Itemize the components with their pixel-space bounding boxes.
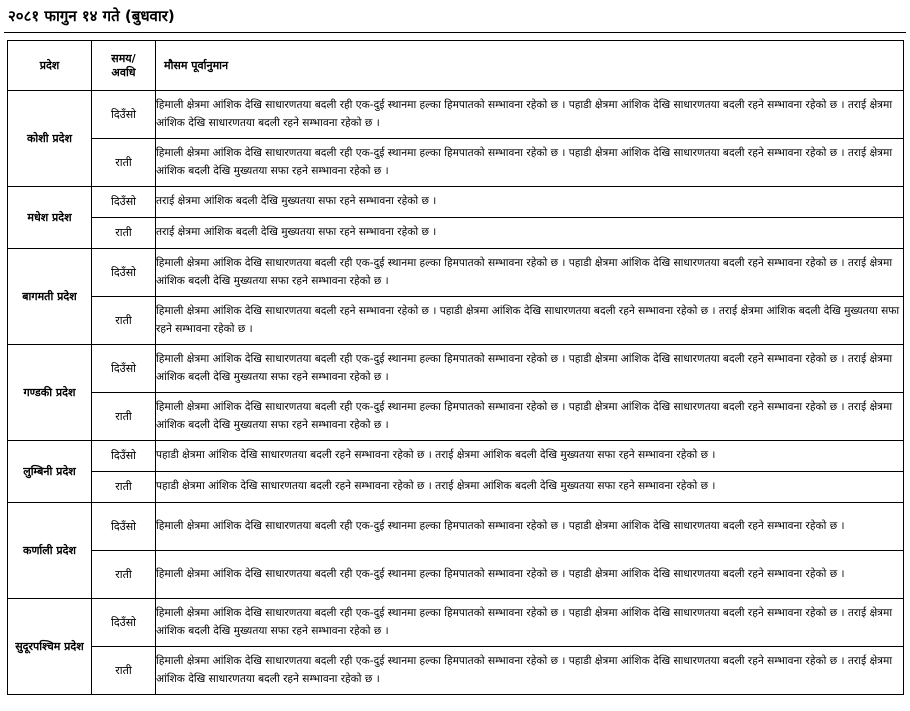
table-row — [8, 297, 904, 345]
period-day: दिउँसो — [92, 91, 156, 139]
forecast-text: हिमाली क्षेत्रमा आंशिक देखि साधारणतया बदली रहने सम्भावना रहेको छ । पहाडी क्षेत्रमा आंशिक देखि साधारणतया बदली रहने सम्भावना रहेको छ । तराई क्षेत्रमा आंशिक बदली देखि मुख्यतया सफा रहने सम्भावना रहेको छ । — [156, 297, 904, 345]
province-name-gandaki: गण्डकी प्रदेश — [8, 345, 92, 441]
header-divider — [4, 32, 906, 33]
forecast-text: हिमाली क्षेत्रमा आंशिक देखि साधारणतया बदली रही एक-दुई स्थानमा हल्का हिमपातको सम्भावना रहेको छ । पहाडी क्षेत्रमा आंशिक देखि साधारणतया बदली रहने सम्भावना रहेको छ । तराई क्षेत्रमा आंशिक बदली देखि मुख्यतया सफा रहने सम्भावना रहेको छ । — [156, 345, 904, 393]
period-night: राती — [92, 393, 156, 441]
period-night: राती — [92, 472, 156, 503]
forecast-text: हिमाली क्षेत्रमा आंशिक देखि साधारणतया बदली रही एक-दुई स्थानमा हल्का हिमपातको सम्भावना रहेको छ । पहाडी क्षेत्रमा आंशिक देखि साधारणतया बदली रहने सम्भावना रहेको छ । — [156, 551, 904, 599]
period-day: दिउँसो — [92, 503, 156, 551]
forecast-text: तराई क्षेत्रमा आंशिक बदली देखि मुख्यतया सफा रहने सम्भावना रहेको छ । — [156, 218, 904, 249]
period-day: दिउँसो — [92, 249, 156, 297]
header-province: प्रदेश — [8, 41, 92, 91]
table-row — [8, 91, 904, 139]
table-row — [8, 551, 904, 599]
table-row — [8, 218, 904, 249]
table-row — [8, 139, 904, 187]
period-night: राती — [92, 551, 156, 599]
page-title: २०८१ फागुन १४ गते (बुधवार) — [8, 7, 175, 25]
forecast-text: हिमाली क्षेत्रमा आंशिक देखि साधारणतया बदली रही एक-दुई स्थानमा हल्का हिमपातको सम्भावना रहेको छ । पहाडी क्षेत्रमा आंशिक देखि साधारणतया बदली रहने सम्भावना रहेको छ । तराई क्षेत्रमा आंशिक बदली देखि मुख्यतया सफा रहने सम्भावना रहेको छ । — [156, 599, 904, 647]
forecast-text: हिमाली क्षेत्रमा आंशिक देखि साधारणतया बदली रही एक-दुई स्थानमा हल्का हिमपातको सम्भावना रहेको छ । पहाडी क्षेत्रमा आंशिक देखि साधारणतया बदली रहने सम्भावना रहेको छ । तराई क्षेत्रमा आंशिक देखि साधारणतया बदली रहने सम्भावना रहेको छ । — [156, 91, 904, 139]
period-night: राती — [92, 647, 156, 695]
period-day: दिउँसो — [92, 599, 156, 647]
province-name-madhesh: मधेश प्रदेश — [8, 187, 92, 249]
period-day: दिउँसो — [92, 441, 156, 472]
table-row — [8, 472, 904, 503]
province-name-lumbini: लुम्बिनी प्रदेश — [8, 441, 92, 503]
forecast-text: पहाडी क्षेत्रमा आंशिक देखि साधारणतया बदली रहने सम्भावना रहेको छ । तराई क्षेत्रमा आंशिक बदली देखि मुख्यतया सफा रहने सम्भावना रहेको छ । — [156, 472, 904, 503]
forecast-text: तराई क्षेत्रमा आंशिक बदली देखि मुख्यतया सफा रहने सम्भावना रहेको छ । — [156, 187, 904, 218]
table-row — [8, 647, 904, 695]
table-row — [8, 599, 904, 647]
forecast-text: हिमाली क्षेत्रमा आंशिक देखि साधारणतया बदली रही एक-दुई स्थानमा हल्का हिमपातको सम्भावना रहेको छ । पहाडी क्षेत्रमा आंशिक देखि साधारणतया बदली रहने सम्भावना रहेको छ । तराई क्षेत्रमा आंशिक बदली देखि मुख्यतया सफा रहने सम्भावना रहेको छ । — [156, 249, 904, 297]
province-name-bagmati: बागमती प्रदेश — [8, 249, 92, 345]
province-name-karnali: कर्णाली प्रदेश — [8, 503, 92, 599]
forecast-text: हिमाली क्षेत्रमा आंशिक देखि साधारणतया बदली रही एक-दुई स्थानमा हल्का हिमपातको सम्भावना रहेको छ । पहाडी क्षेत्रमा आंशिक देखि साधारणतया बदली रहने सम्भावना रहेको छ । तराई क्षेत्रमा आंशिक देखि साधारणतया बदली रहने सम्भावना रहेको छ । — [156, 647, 904, 695]
page-header — [0, 0, 910, 34]
header-period — [92, 41, 156, 91]
table-row — [8, 393, 904, 441]
table-row — [8, 503, 904, 551]
header-period-line1: समय/ — [111, 51, 136, 65]
forecast-text: हिमाली क्षेत्रमा आंशिक देखि साधारणतया बदली रही एक-दुई स्थानमा हल्का हिमपातको सम्भावना रहेको छ । पहाडी क्षेत्रमा आंशिक देखि साधारणतया बदली रहने सम्भावना रहेको छ । तराई क्षेत्रमा आंशिक बदली देखि मुख्यतया सफा रहने सम्भावना रहेको छ । — [156, 139, 904, 187]
table-row — [8, 249, 904, 297]
table-header-row — [8, 41, 904, 91]
table-row — [8, 441, 904, 472]
forecast-text: पहाडी क्षेत्रमा आंशिक देखि साधारणतया बदली रहने सम्भावना रहेको छ । तराई क्षेत्रमा आंशिक बदली देखि मुख्यतया सफा रहने सम्भावना रहेको छ । — [156, 441, 904, 472]
period-night: राती — [92, 297, 156, 345]
province-name-koshi: कोशी प्रदेश — [8, 91, 92, 187]
forecast-text: हिमाली क्षेत्रमा आंशिक देखि साधारणतया बदली रही एक-दुई स्थानमा हल्का हिमपातको सम्भावना रहेको छ । पहाडी क्षेत्रमा आंशिक देखि साधारणतया बदली रहने सम्भावना रहेको छ । — [156, 503, 904, 551]
forecast-text: हिमाली क्षेत्रमा आंशिक देखि साधारणतया बदली रही एक-दुई स्थानमा हल्का हिमपातको सम्भावना रहेको छ । पहाडी क्षेत्रमा आंशिक देखि साधारणतया बदली रहने सम्भावना रहेको छ । तराई क्षेत्रमा आंशिक बदली देखि मुख्यतया सफा रहने सम्भावना रहेको छ । — [156, 393, 904, 441]
forecast-table — [7, 40, 904, 695]
period-day: दिउँसो — [92, 187, 156, 218]
period-night: राती — [92, 139, 156, 187]
header-period-line2: अवधि — [111, 65, 136, 79]
period-day: दिउँसो — [92, 345, 156, 393]
header-forecast: मौसम पूर्वानुमान — [156, 41, 904, 91]
table-row — [8, 345, 904, 393]
period-night: राती — [92, 218, 156, 249]
table-row — [8, 187, 904, 218]
province-name-sudurpashchim: सुदूरपश्चिम प्रदेश — [8, 599, 92, 695]
